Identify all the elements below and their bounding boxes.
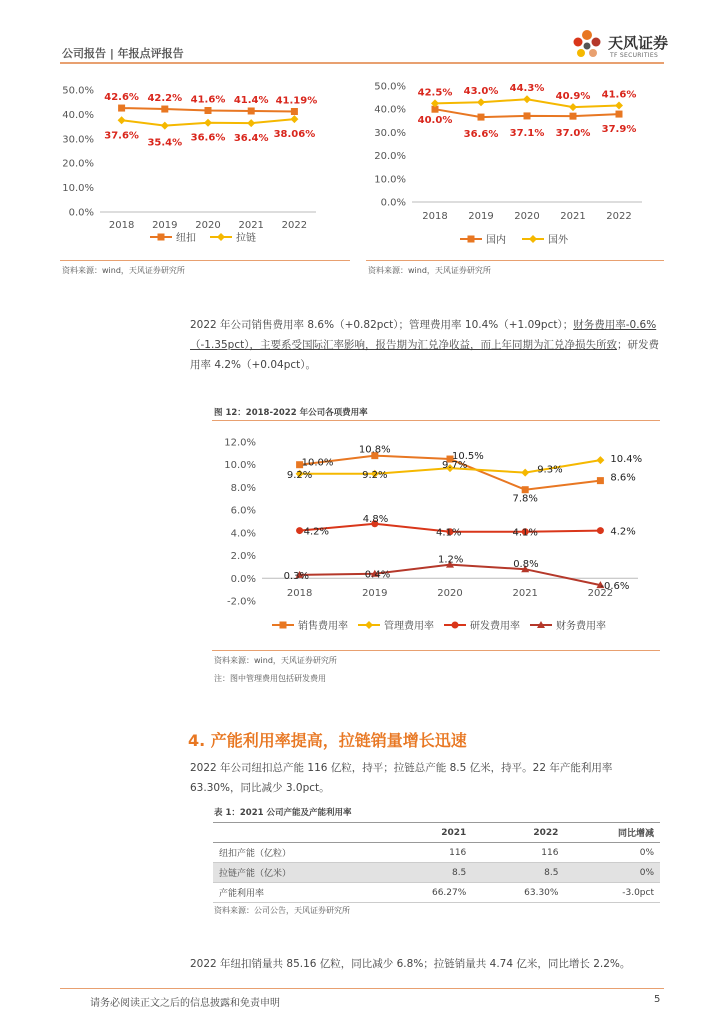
y-tick-label: 4.0% <box>230 528 256 540</box>
figure12-title-divider <box>212 420 660 421</box>
report-type-header: 公司报告 | 年报点评报告 <box>62 47 184 60</box>
data-point <box>161 122 169 130</box>
capacity-table <box>213 822 660 903</box>
page-number: 5 <box>654 994 661 1005</box>
table-header-cell: 2022 <box>472 823 564 843</box>
legend-label: 财务费用率 <box>556 621 606 632</box>
tf-securities-logo <box>570 28 680 64</box>
para1-text-3: ；研发费用率 4.2%（+0.04pct）。 <box>190 339 659 371</box>
data-label: 41.6% <box>601 89 637 101</box>
data-label: 41.19% <box>275 95 318 107</box>
data-label: 40.9% <box>555 91 591 103</box>
y-tick-label: 0.0% <box>380 197 406 209</box>
x-tick-label: 2020 <box>514 211 540 222</box>
table-row <box>213 843 660 863</box>
chart2-source: 资料来源：wind，天风证券研究所 <box>368 266 491 275</box>
table-cell: 拉链产能（亿米） <box>213 863 380 883</box>
y-tick-label: 0.0% <box>230 573 256 585</box>
x-tick-label: 2021 <box>512 588 538 599</box>
data-point <box>296 527 303 534</box>
table1-title: 表 1：2021 公司产能及产能利用率 <box>214 808 352 818</box>
table1-source: 资料来源：公司公告，天风证券研究所 <box>214 906 350 915</box>
y-tick-label: 30.0% <box>62 134 94 146</box>
chart1-source: 资料来源：wind，天风证券研究所 <box>62 266 185 275</box>
x-tick-label: 2021 <box>560 211 586 222</box>
table-cell: 0% <box>564 843 660 863</box>
x-tick-label: 2021 <box>238 220 264 231</box>
data-point <box>523 95 531 103</box>
data-point <box>248 107 255 114</box>
y-tick-label: 6.0% <box>230 505 256 517</box>
data-point <box>291 108 298 115</box>
footer-divider <box>60 988 664 989</box>
data-point <box>205 107 212 114</box>
data-point <box>597 527 604 534</box>
table-header-cell <box>213 823 380 843</box>
y-tick-label: 50.0% <box>374 81 406 93</box>
table-row <box>213 863 660 883</box>
data-label: 9.3% <box>537 464 563 476</box>
table-cell: 116 <box>472 843 564 863</box>
data-label: 36.6% <box>190 132 226 144</box>
table-cell: 63.30% <box>472 883 564 903</box>
figure12-title: 图 12：2018-2022 年公司各项费用率 <box>214 408 368 418</box>
data-label: 44.3% <box>509 83 545 95</box>
data-label: 37.9% <box>601 124 637 136</box>
legend-label: 研发费用率 <box>470 621 520 632</box>
data-point <box>478 114 485 121</box>
data-point <box>247 119 255 127</box>
chart3-source-divider <box>212 650 660 651</box>
data-label: 9.7% <box>442 460 468 472</box>
y-tick-label: 10.0% <box>374 174 406 186</box>
table-cell: 8.5 <box>380 863 472 883</box>
logo-text-en: TF SECURITIES <box>610 52 659 59</box>
x-tick-label: 2019 <box>468 211 494 222</box>
para1-text-1: 2022 年公司销售费用率 8.6%（+0.82pct）；管理费用率 10.4%（+1.09pct）； <box>190 319 574 331</box>
x-tick-label: 2022 <box>587 588 614 599</box>
legend-swatch-marker <box>452 622 459 629</box>
tf-logo-icon <box>570 28 604 62</box>
data-label: 1.2% <box>438 554 464 566</box>
capacity-paragraph: 2022 年公司纽扣总产能 116 亿粒，持平；拉链总产能 8.5 亿米，持平。22 年产能利用率 63.30%，同比减少 3.0pct。 <box>190 762 613 794</box>
x-tick-label: 2018 <box>422 211 448 222</box>
chart3-source: 资料来源：wind，天风证券研究所 <box>214 656 337 665</box>
chart3-note: 注：图中管理费用包括研发费用 <box>214 674 326 683</box>
legend-label: 销售费用率 <box>298 621 348 632</box>
data-label: 42.6% <box>104 92 139 104</box>
data-label: 37.0% <box>555 128 591 140</box>
data-label: 4.1% <box>436 527 462 539</box>
data-label: 38.06% <box>273 129 316 141</box>
data-label: 9.2% <box>362 469 388 481</box>
data-point <box>522 486 529 493</box>
x-tick-label: 2022 <box>281 220 308 231</box>
data-label: 4.1% <box>512 527 538 539</box>
data-label: 42.2% <box>147 93 183 105</box>
x-tick-label: 2018 <box>108 220 135 231</box>
data-point <box>161 106 168 113</box>
table-cell: 产能利用率 <box>213 883 380 903</box>
data-label: 10.5% <box>452 451 484 463</box>
data-point <box>118 105 125 112</box>
legend-swatch-marker <box>280 622 287 629</box>
data-point <box>615 101 623 109</box>
y-tick-label: 20.0% <box>62 158 94 170</box>
legend-swatch-marker <box>217 233 225 241</box>
y-tick-label: 10.0% <box>224 460 256 472</box>
data-point <box>616 111 623 118</box>
y-tick-label: 8.0% <box>230 482 256 494</box>
legend-label: 国外 <box>548 235 568 246</box>
legend-swatch-marker <box>468 236 475 243</box>
table-cell: -3.0pct <box>564 883 660 903</box>
table-header-cell: 2021 <box>380 823 472 843</box>
x-tick-label: 2020 <box>195 220 221 231</box>
table-cell: 66.27% <box>380 883 472 903</box>
para1-text-2: 财务费用率-0.6%（-1.35pct），主要系受国际汇率影响，报告期为汇兑净收益，而上年同期为汇兑净损失所致 <box>190 319 657 351</box>
data-point <box>597 477 604 484</box>
data-label: 36.4% <box>233 133 269 145</box>
legend-swatch-marker <box>365 621 373 629</box>
data-label: 10.8% <box>358 444 391 456</box>
data-label: 10.0% <box>301 457 334 469</box>
data-point <box>596 456 604 464</box>
legend-swatch-marker <box>529 235 537 243</box>
table-cell: 纽扣产能（亿粒） <box>213 843 380 863</box>
legend-label: 纽扣 <box>176 233 196 244</box>
table-header-cell: 同比增减 <box>564 823 660 843</box>
data-point <box>521 469 529 477</box>
table-cell: 116 <box>380 843 472 863</box>
x-tick-label: 2018 <box>286 588 313 599</box>
data-label: -0.6% <box>600 581 630 593</box>
data-label: 4.2% <box>610 526 636 538</box>
y-tick-label: 12.0% <box>224 437 256 449</box>
y-tick-label: 2.0% <box>230 551 256 563</box>
chart-domestic-overseas-margin <box>368 72 664 252</box>
chart1-source-divider <box>60 260 350 261</box>
series-line-财务费用率 <box>300 565 601 585</box>
header-divider <box>60 62 664 64</box>
data-label: 0.8% <box>513 559 539 571</box>
table-cell: 0% <box>564 863 660 883</box>
expense-ratio-paragraph <box>190 315 664 375</box>
data-label: 9.2% <box>286 469 313 481</box>
table-header-row <box>213 823 660 843</box>
legend-label: 管理费用率 <box>384 621 434 632</box>
x-tick-label: 2019 <box>152 220 178 231</box>
data-point <box>570 113 577 120</box>
legend-label: 拉链 <box>236 233 256 244</box>
data-label: 4.2% <box>303 526 330 538</box>
data-label: 42.5% <box>417 87 453 99</box>
data-point <box>290 115 298 123</box>
y-tick-label: 20.0% <box>374 151 406 163</box>
data-label: 10.4% <box>610 454 643 466</box>
table-row <box>213 883 660 903</box>
disclaimer-text: 请务必阅读正文之后的信息披露和免责申明 <box>90 998 280 1009</box>
y-tick-label: 40.0% <box>374 104 406 116</box>
data-point <box>204 119 212 127</box>
x-tick-label: 2022 <box>606 211 632 222</box>
x-tick-label: 2020 <box>437 588 463 599</box>
data-label: 4.8% <box>362 513 389 525</box>
logo-text-cn: 天风证券 <box>608 34 669 52</box>
y-tick-label: -2.0% <box>226 596 256 608</box>
sales-volume-paragraph: 2022 年纽扣销量共 85.16 亿粒，同比减少 6.8%；拉链销量共 4.74 亿米，同比增长 2.2%。 <box>190 958 631 970</box>
data-label: 37.1% <box>509 127 545 139</box>
chart-expense-ratios <box>210 426 662 646</box>
data-label: 36.6% <box>463 129 499 141</box>
legend-label: 国内 <box>486 235 506 246</box>
legend-swatch-marker <box>158 234 165 241</box>
data-label: 41.6% <box>190 94 226 106</box>
chart2-source-divider <box>366 260 664 261</box>
data-label: 7.8% <box>512 493 538 505</box>
y-tick-label: 10.0% <box>62 183 94 195</box>
data-point <box>477 98 485 106</box>
x-tick-label: 2019 <box>362 588 388 599</box>
data-point <box>118 116 126 124</box>
data-label: 0.4% <box>364 569 391 581</box>
data-point <box>524 112 531 119</box>
data-label: 40.0% <box>417 115 453 127</box>
y-tick-label: 50.0% <box>62 85 94 97</box>
data-label: 35.4% <box>147 137 183 149</box>
data-label: 43.0% <box>463 86 499 98</box>
chart-button-zipper-margin <box>58 72 348 252</box>
data-label: 41.4% <box>233 94 269 106</box>
data-point <box>569 103 577 111</box>
data-label: 0.3% <box>283 570 310 582</box>
section4-title: 4. 产能利用率提高，拉链销量增长迅速 <box>188 731 467 750</box>
table-cell: 8.5 <box>472 863 564 883</box>
y-tick-label: 30.0% <box>374 127 406 139</box>
data-label: 37.6% <box>104 130 139 142</box>
y-tick-label: 0.0% <box>68 207 94 219</box>
y-tick-label: 40.0% <box>62 109 94 121</box>
data-label: 8.6% <box>610 472 636 484</box>
